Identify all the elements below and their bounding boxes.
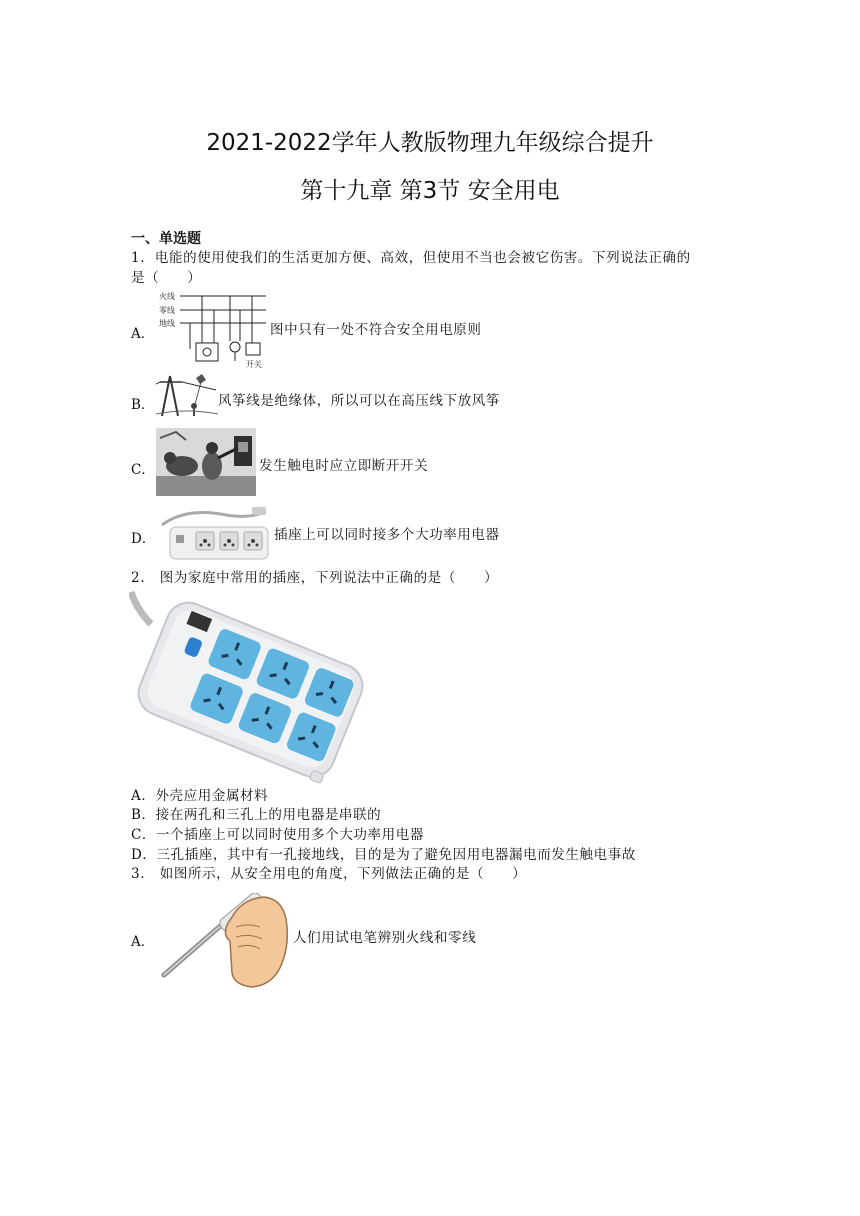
q1-option-c-label: C． [131,462,155,478]
electric-shock-rescue-figure [156,428,256,496]
q2-option-c [131,825,424,845]
question-2-number: 2. [131,570,146,586]
question-3-number: 3. [131,866,146,882]
q2-option-c-label: C． [131,827,157,843]
question-2-line [131,568,498,588]
q2-option-b-label: B． [131,807,156,823]
q2-option-d-text: 三孔插座，其中有一孔接地线，目的是为了避免因用电器漏电而发生触电事故 [156,847,636,863]
section-heading: 一、单选题 [131,231,201,247]
q2-option-a-text: 外壳应用金属材料 [155,788,269,804]
q2-option-a [131,786,268,806]
q1-option-a-label: A． [131,326,155,342]
q1-option-d-label: D． [131,531,156,547]
question-1-line1 [131,248,691,268]
power-strip-small-figure [156,505,272,565]
q3-option-a-label: A． [131,934,155,950]
test-pen-hand-figure [156,893,292,989]
q3-option-a-text: 人们用试电笔辨别火线和零线 [293,930,477,946]
q1-option-b-text: 风筝线是绝缘体，所以可以在高压线下放风筝 [218,393,500,409]
q2-option-a-label: A． [131,788,156,804]
question-3-stem: 如图所示，从安全用电的角度，下列做法正确的是（ ） [159,866,527,882]
q2-option-c-text: 一个插座上可以同时使用多个大功率用电器 [156,827,424,843]
question-1-line2: 是（ ） [131,270,202,286]
q1-option-a-text: 图中只有一处不符合安全用电原则 [270,322,482,338]
q2-option-b-text: 接在两孔和三孔上的用电器是串联的 [155,807,382,823]
kite-power-line-figure [156,372,218,416]
q2-option-b [131,805,381,825]
question-3-line [131,864,526,884]
power-strip-large-figure [129,590,365,786]
wiring-diagram-figure [156,289,268,369]
q1-option-d-text: 插座上可以同时接多个大功率用电器 [274,527,500,543]
q1-option-c-text: 发生触电时应立即断开开关 [259,458,429,474]
document-title: 2021-2022学年人教版物理九年级综合提升 [206,130,654,156]
neutral-wire-label: 零线 [159,306,175,315]
question-2-stem: 图为家庭中常用的插座，下列说法中正确的是（ ） [159,570,499,586]
q2-option-d-label: D． [131,847,157,863]
question-1-stem: 电能的使用使我们的生活更加方便、高效，但使用不当也会被它伤害。下列说法正确的 [154,250,691,266]
live-wire-label: 火线 [159,292,175,301]
document-subtitle: 第十九章 第3节 安全用电 [300,178,560,204]
ground-wire-label: 地线 [159,319,175,328]
question-1-number: 1. [131,250,146,266]
q2-option-d [131,845,636,865]
q1-option-b-label: B． [131,397,155,413]
switch-label: 开关 [246,360,262,369]
